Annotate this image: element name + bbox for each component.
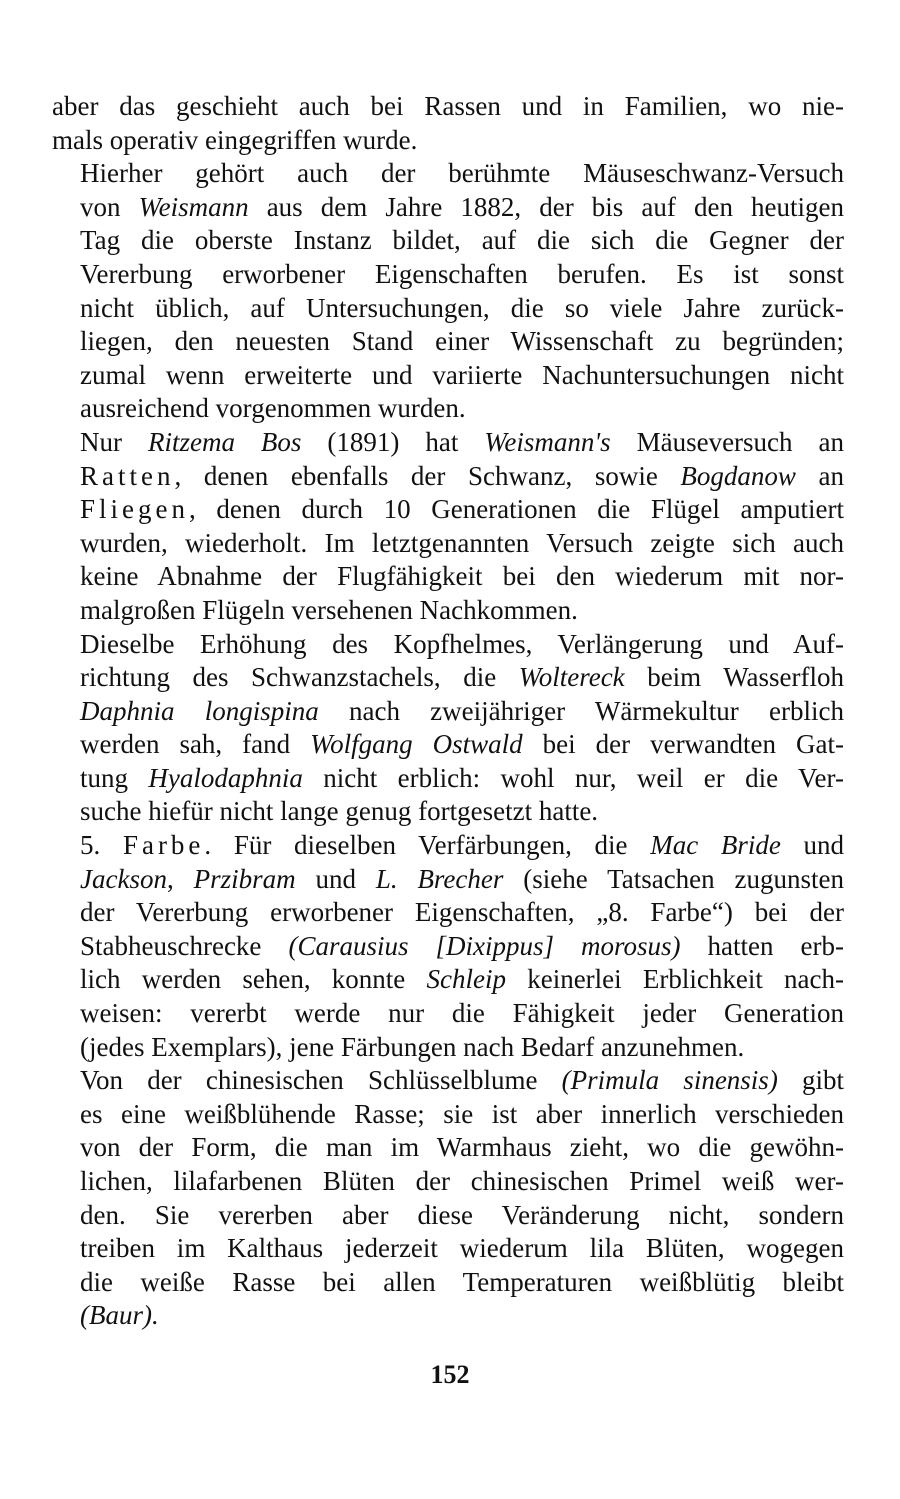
text-line: [52, 1266, 844, 1300]
text-segment: mals operativ eingegriffen wurde.: [52, 124, 418, 155]
paragraph: [52, 426, 844, 628]
italic-text: (Primula sinensis): [561, 1065, 778, 1096]
text-line: [52, 661, 844, 695]
text-line: [52, 1031, 844, 1065]
text-segment: liegen, den neuesten Stand einer Wissenschaft zu begründen;: [80, 326, 844, 357]
text-segment: die weiße Rasse bei allen Temperaturen weißblütig bleibt: [80, 1266, 844, 1297]
text-segment: , denen durch 10 Generationen die Flügel amputiert: [189, 494, 844, 525]
italic-text: Weismann: [138, 191, 249, 222]
paragraph: [52, 628, 844, 830]
spaced-text: Fliegen: [80, 494, 189, 525]
text-segment: hatten erb-: [680, 930, 845, 961]
paragraph: [52, 1064, 844, 1333]
text-segment: nach zweijähriger Wärmekultur erblich: [318, 695, 844, 726]
text-line: [52, 1131, 844, 1165]
text-line: [52, 1232, 844, 1266]
italic-text: Ritzema Bos: [147, 426, 302, 457]
text-segment: (jedes Exemplars), jene Färbungen nach Bedarf anzunehmen.: [80, 1031, 745, 1062]
body-text: [52, 90, 844, 1333]
paragraph: [52, 157, 844, 426]
text-segment: werden sah, fand: [80, 729, 311, 760]
italic-text: (Baur).: [80, 1300, 159, 1331]
text-segment: zumal wenn erweiterte und variierte Nachuntersuchungen nicht: [80, 359, 844, 390]
text-segment: Von der chinesischen Schlüsselblume: [80, 1065, 562, 1096]
text-segment: und: [295, 863, 376, 894]
text-segment: Dieselbe Erhöhung des Kopfhelmes, Verlängerung und Auf-: [80, 628, 844, 659]
text-line: [52, 560, 844, 594]
text-line: [52, 1064, 844, 1098]
text-segment: treiben im Kalthaus jederzeit wiederum lila Blüten, wogegen: [80, 1233, 844, 1264]
text-line: [52, 1098, 844, 1132]
text-line: [52, 224, 844, 258]
italic-text: Przibram: [193, 863, 296, 894]
text-line: [52, 762, 844, 796]
text-segment: nicht erblich: wohl nur, weil er die Ver-: [302, 762, 844, 793]
text-segment: , denen ebenfalls der Schwanz, sowie: [174, 460, 681, 491]
text-segment: aber das geschieht auch bei Rassen und in Familien, wo nie-: [52, 91, 844, 121]
text-segment: es eine weißblühende Rasse; sie ist aber innerlich verschieden: [80, 1098, 844, 1129]
italic-text: Weismann's: [484, 426, 611, 457]
text-segment: lichen, lilafarbenen Blüten der chinesischen Primel weiß wer-: [80, 1166, 844, 1196]
text-line: [52, 628, 844, 662]
text-segment: ausreichend vorgenommen wurden.: [80, 393, 466, 424]
text-segment: von der Form, die man im Warmhaus zieht, wo die gewöhn-: [80, 1132, 844, 1163]
text-segment: suche hiefür nicht lange genug fortgesetzt hatte.: [80, 796, 599, 827]
text-line: [52, 124, 844, 158]
spaced-text: Farbe: [122, 830, 205, 861]
text-segment: richtung des Schwanzstachels, die: [80, 662, 519, 693]
text-segment: gibt: [777, 1065, 844, 1096]
text-line: [52, 157, 844, 191]
text-line: [52, 493, 844, 527]
italic-text: Daphnia longispina: [80, 695, 319, 726]
text-segment: weisen: vererbt werde nur die Fähigkeit jeder Generation: [80, 998, 844, 1029]
text-line: [52, 795, 844, 829]
text-segment: keinerlei Erblichkeit nach-: [506, 964, 844, 995]
text-segment: den. Sie vererben aber diese Veränderung nicht, sondern: [80, 1199, 844, 1230]
text-segment: der Vererbung erworbener Eigenschaften, „8. Farbe“) bei der: [80, 897, 844, 928]
text-segment: bei der verwandten Gat-: [522, 729, 844, 760]
italic-text: Hyalodaphnia: [148, 762, 303, 793]
text-line: [52, 963, 844, 997]
italic-text: Mac Bride: [650, 830, 781, 861]
text-segment: Vererbung erworbener Eigenschaften berufen. Es ist sonst: [80, 258, 844, 289]
text-segment: Hierher gehört auch der berühmte Mäuseschwanz-Versuch: [80, 158, 844, 189]
text-line: [52, 1165, 844, 1199]
paragraph: [52, 829, 844, 1064]
italic-text: Schleip: [426, 964, 506, 995]
text-line: [52, 191, 844, 225]
text-segment: Mäuseversuch an: [610, 426, 844, 457]
text-line: [52, 460, 844, 494]
text-segment: nicht üblich, auf Untersuchungen, die so viele Jahre zurück-: [80, 292, 844, 323]
text-segment: aus dem Jahre 1882, der bis auf den heutigen: [248, 191, 845, 222]
italic-text: Wolfgang Ostwald: [310, 729, 523, 760]
text-line: [52, 292, 844, 326]
italic-text: (Carausius [Dixippus] morosus): [288, 930, 681, 961]
text-segment: lich werden sehen, konnte: [80, 964, 427, 995]
text-segment: von: [80, 191, 139, 222]
italic-text: L. Brecher: [375, 863, 504, 894]
italic-text: Jackson: [80, 863, 167, 894]
text-segment: . Für dieselben Verfärbungen, die: [204, 830, 651, 861]
text-line: [52, 930, 844, 964]
text-line: [52, 997, 844, 1031]
page-number: 152: [430, 1360, 470, 1389]
paragraph: [52, 90, 844, 157]
text-segment: Nur: [80, 426, 148, 457]
text-segment: Stabheuschrecke: [80, 930, 289, 961]
text-line: [52, 594, 844, 628]
spaced-text: Ratten: [80, 460, 175, 491]
text-segment: (1891) hat: [301, 426, 485, 457]
text-segment: Tag die oberste Instanz bildet, auf die sich die Gegner der: [80, 225, 844, 256]
text-line: [52, 426, 844, 460]
text-segment: malgroßen Flügeln versehenen Nachkommen.: [80, 594, 578, 625]
text-line: [52, 90, 844, 124]
text-segment: tung: [80, 762, 149, 793]
text-line: [52, 829, 844, 863]
text-segment: (siehe Tatsachen zugunsten: [503, 863, 844, 894]
text-line: [52, 527, 844, 561]
text-line: [52, 863, 844, 897]
italic-text: Bogdanow: [680, 460, 796, 491]
text-segment: 5.: [80, 830, 123, 861]
text-line: [52, 325, 844, 359]
text-line: [52, 359, 844, 393]
text-line: [52, 695, 844, 729]
text-segment: keine Abnahme der Flugfähigkeit bei den wiederum mit nor-: [80, 561, 844, 592]
text-line: [52, 1299, 844, 1333]
text-segment: ,: [166, 863, 194, 894]
text-line: [52, 728, 844, 762]
text-line: [52, 258, 844, 292]
italic-text: Woltereck: [518, 662, 625, 693]
text-line: [52, 896, 844, 930]
text-segment: beim Wasserfloh: [624, 662, 844, 693]
text-line: [52, 1199, 844, 1233]
text-segment: an: [795, 460, 844, 491]
text-segment: und: [780, 830, 845, 861]
text-line: [52, 392, 844, 426]
text-segment: wurden, wiederholt. Im letztgenannten Versuch zeigte sich auch: [80, 527, 844, 558]
